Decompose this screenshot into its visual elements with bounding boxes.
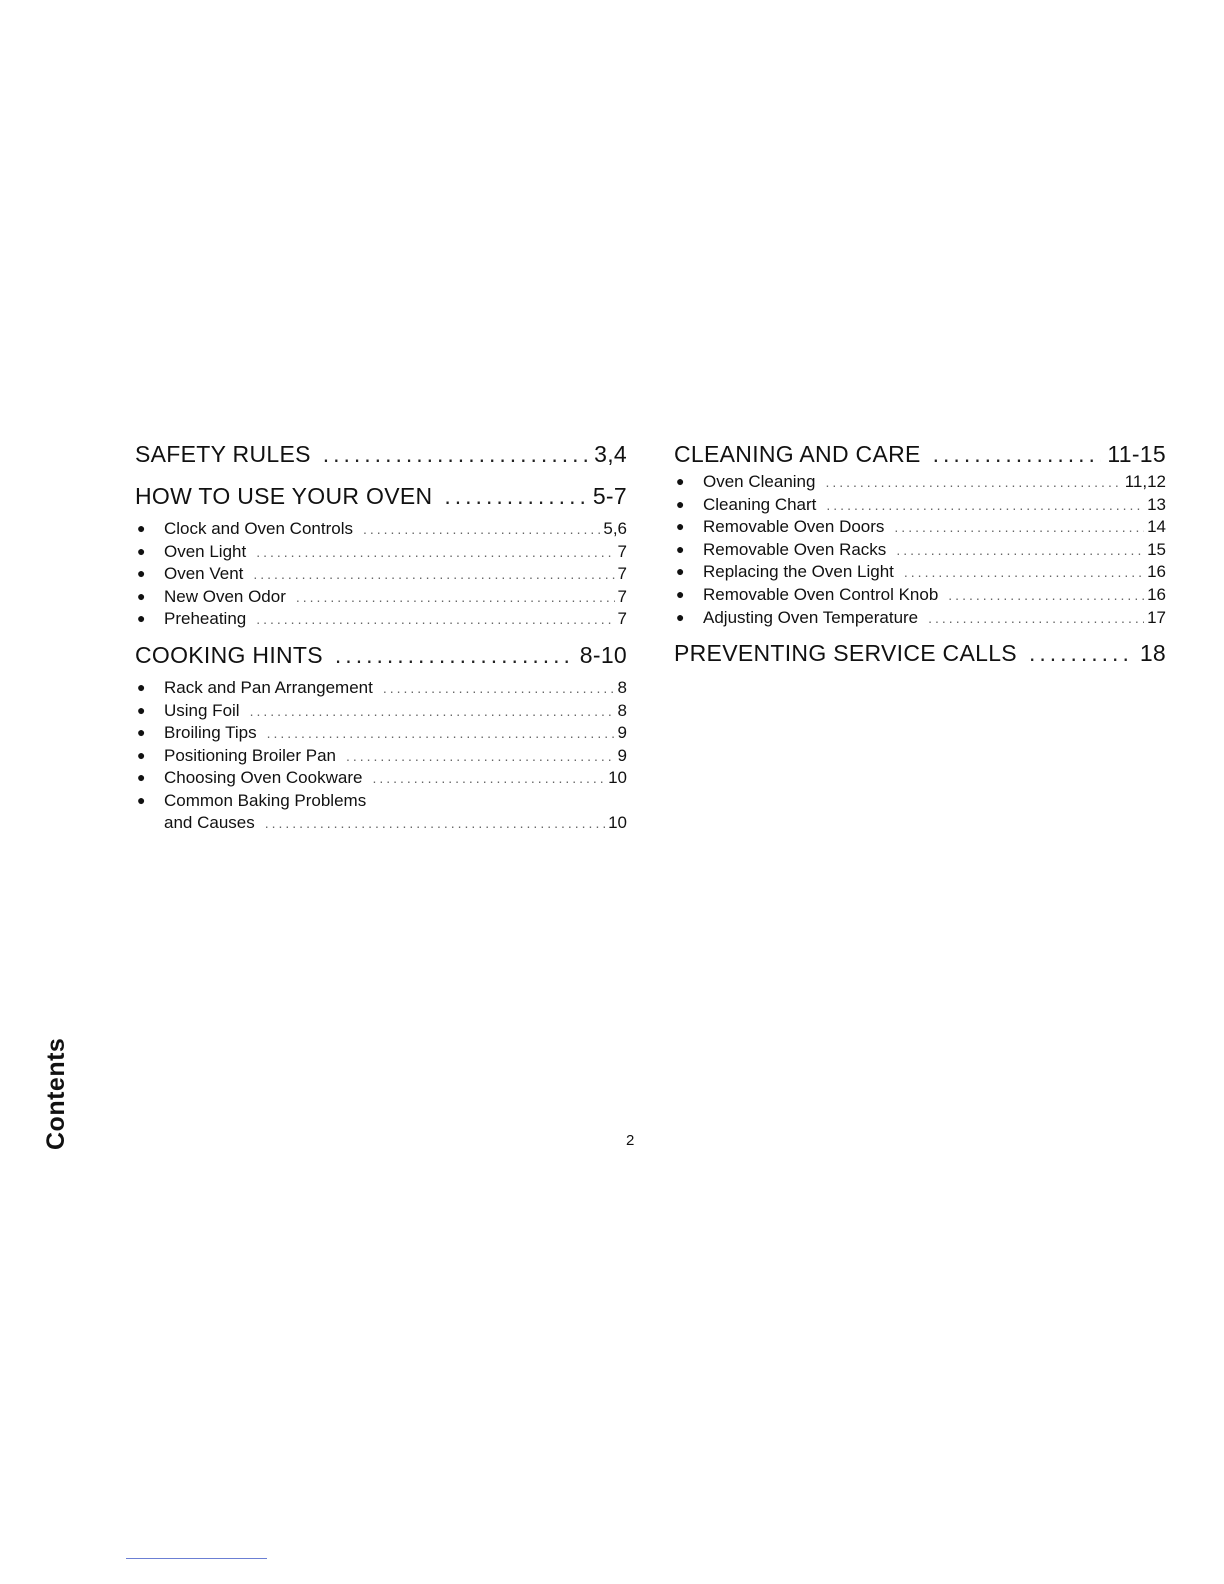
toc-item[interactable] — [135, 586, 627, 609]
bullet-icon: ● — [137, 542, 146, 559]
toc-item[interactable] — [135, 541, 627, 564]
dot-leader — [346, 746, 615, 768]
bullet-icon: ● — [676, 540, 685, 557]
toc-item[interactable] — [135, 608, 627, 631]
dot-leader — [323, 440, 588, 468]
item-label: Oven Vent — [164, 564, 244, 584]
bullet-icon: ● — [137, 678, 146, 695]
toc-item[interactable] — [135, 745, 627, 768]
dot-leader — [826, 495, 1144, 517]
heading-page: 8-10 — [579, 641, 627, 668]
heading-label: SAFETY RULES — [135, 441, 311, 467]
heading-page: 11-15 — [1107, 441, 1166, 467]
item-label: Removable Oven Racks — [703, 539, 887, 559]
bullet-icon: ● — [137, 791, 146, 808]
toc-item[interactable] — [135, 677, 627, 700]
dot-leader — [372, 768, 605, 790]
page-number: 2 — [626, 1132, 635, 1149]
bullet-icon: ● — [676, 495, 685, 512]
item-page: 7 — [617, 586, 627, 606]
toc-item[interactable] — [674, 471, 1166, 494]
item-page: 16 — [1147, 562, 1166, 582]
toc-list-cooking-hints — [135, 677, 627, 834]
bullet-icon: ● — [676, 608, 685, 625]
contents-sidebar-label: Contents — [42, 1037, 70, 1150]
bullet-icon: ● — [137, 610, 146, 627]
toc-item[interactable] — [135, 767, 627, 790]
heading-label: HOW TO USE YOUR OVEN — [135, 483, 433, 509]
toc-item-continuation[interactable] — [135, 812, 627, 835]
dot-leader — [1029, 639, 1134, 667]
bullet-icon: ● — [676, 563, 685, 580]
bullet-icon: ● — [137, 746, 146, 763]
item-label: Removable Oven Doors — [703, 517, 885, 537]
dot-leader — [256, 609, 614, 631]
item-label: Oven Light — [164, 541, 247, 561]
bullet-icon: ● — [676, 473, 685, 489]
toc-heading-preventing-service-calls[interactable] — [674, 639, 1166, 667]
toc-item[interactable] — [674, 584, 1166, 607]
toc-item[interactable] — [135, 722, 627, 745]
item-label: Using Foil — [164, 700, 240, 720]
toc-item[interactable] — [674, 561, 1166, 584]
item-page: 13 — [1147, 494, 1166, 514]
toc-left-column — [135, 440, 627, 834]
item-page: 7 — [617, 564, 627, 584]
toc-item[interactable] — [135, 518, 627, 541]
item-page: 8 — [617, 700, 627, 720]
item-page: 7 — [617, 609, 627, 629]
toc-item[interactable] — [135, 563, 627, 586]
heading-label: CLEANING AND CARE — [674, 441, 921, 467]
dot-leader — [253, 564, 614, 586]
heading-page: 3,4 — [594, 441, 627, 467]
toc-heading-cleaning-and-care[interactable] — [674, 440, 1166, 468]
dot-leader — [825, 472, 1121, 494]
toc-heading-cooking-hints[interactable] — [135, 641, 627, 669]
item-label: Preheating — [164, 609, 247, 629]
dot-leader — [904, 562, 1144, 584]
item-label: Common Baking Problems — [164, 790, 367, 810]
dot-leader — [444, 482, 586, 510]
item-label: Rack and Pan Arrangement — [164, 677, 373, 697]
item-label: Cleaning Chart — [703, 494, 817, 514]
toc-item[interactable] — [674, 607, 1166, 630]
item-page: 9 — [617, 745, 627, 765]
dot-leader — [267, 723, 615, 745]
dot-leader — [383, 678, 615, 700]
item-page: 8 — [617, 677, 627, 697]
toc-item[interactable] — [674, 539, 1166, 562]
toc-item[interactable] — [674, 516, 1166, 539]
item-page: 10 — [608, 768, 627, 788]
toc-right-column — [674, 440, 1166, 667]
item-page: 17 — [1147, 607, 1166, 627]
item-label: Removable Oven Control Knob — [703, 584, 939, 604]
dot-leader — [948, 585, 1144, 607]
toc-list-how-to-use — [135, 518, 627, 631]
item-page: 11,12 — [1124, 472, 1166, 491]
dot-leader — [256, 542, 614, 564]
toc-heading-how-to-use[interactable] — [135, 482, 627, 510]
item-label: Oven Cleaning — [703, 472, 816, 491]
bullet-icon: ● — [676, 518, 685, 535]
dot-leader — [933, 440, 1102, 468]
bullet-icon: ● — [676, 585, 685, 602]
bullet-icon: ● — [137, 565, 146, 582]
dot-leader — [265, 813, 605, 835]
dot-leader — [894, 517, 1144, 539]
heading-label: PREVENTING SERVICE CALLS — [674, 640, 1017, 667]
item-page: 15 — [1147, 539, 1166, 559]
heading-page: 5-7 — [592, 483, 627, 509]
item-page: 16 — [1147, 584, 1166, 604]
item-page: 14 — [1147, 517, 1166, 537]
item-label: Broiling Tips — [164, 723, 257, 743]
item-label-continuation: and Causes — [164, 812, 255, 832]
heading-page: 18 — [1139, 640, 1166, 667]
item-label: New Oven Odor — [164, 586, 286, 606]
item-label: Adjusting Oven Temperature — [703, 607, 919, 627]
bullet-icon: ● — [137, 769, 146, 786]
item-page: 7 — [617, 541, 627, 561]
bullet-icon: ● — [137, 724, 146, 741]
item-label: Replacing the Oven Light — [703, 562, 894, 582]
footer-rule — [126, 1558, 267, 1559]
toc-item[interactable] — [135, 790, 627, 812]
item-label: Clock and Oven Controls — [164, 519, 353, 538]
item-page: 9 — [617, 723, 627, 743]
bullet-icon: ● — [137, 587, 146, 604]
bullet-icon: ● — [137, 701, 146, 718]
dot-leader — [250, 701, 615, 723]
bullet-icon: ● — [137, 520, 146, 536]
item-label: Positioning Broiler Pan — [164, 745, 336, 765]
item-page: 5,6 — [603, 519, 627, 538]
toc-heading-safety-rules[interactable] — [135, 440, 627, 468]
item-page: 10 — [608, 812, 627, 832]
toc-item[interactable] — [135, 700, 627, 723]
dot-leader — [363, 519, 600, 541]
dot-leader — [296, 587, 615, 609]
dot-leader — [896, 540, 1144, 562]
dot-leader — [928, 608, 1144, 630]
dot-leader — [335, 641, 574, 669]
item-label: Choosing Oven Cookware — [164, 768, 363, 788]
toc-list-cleaning-and-care — [674, 471, 1166, 629]
heading-label: COOKING HINTS — [135, 641, 323, 668]
toc-item[interactable] — [674, 494, 1166, 517]
